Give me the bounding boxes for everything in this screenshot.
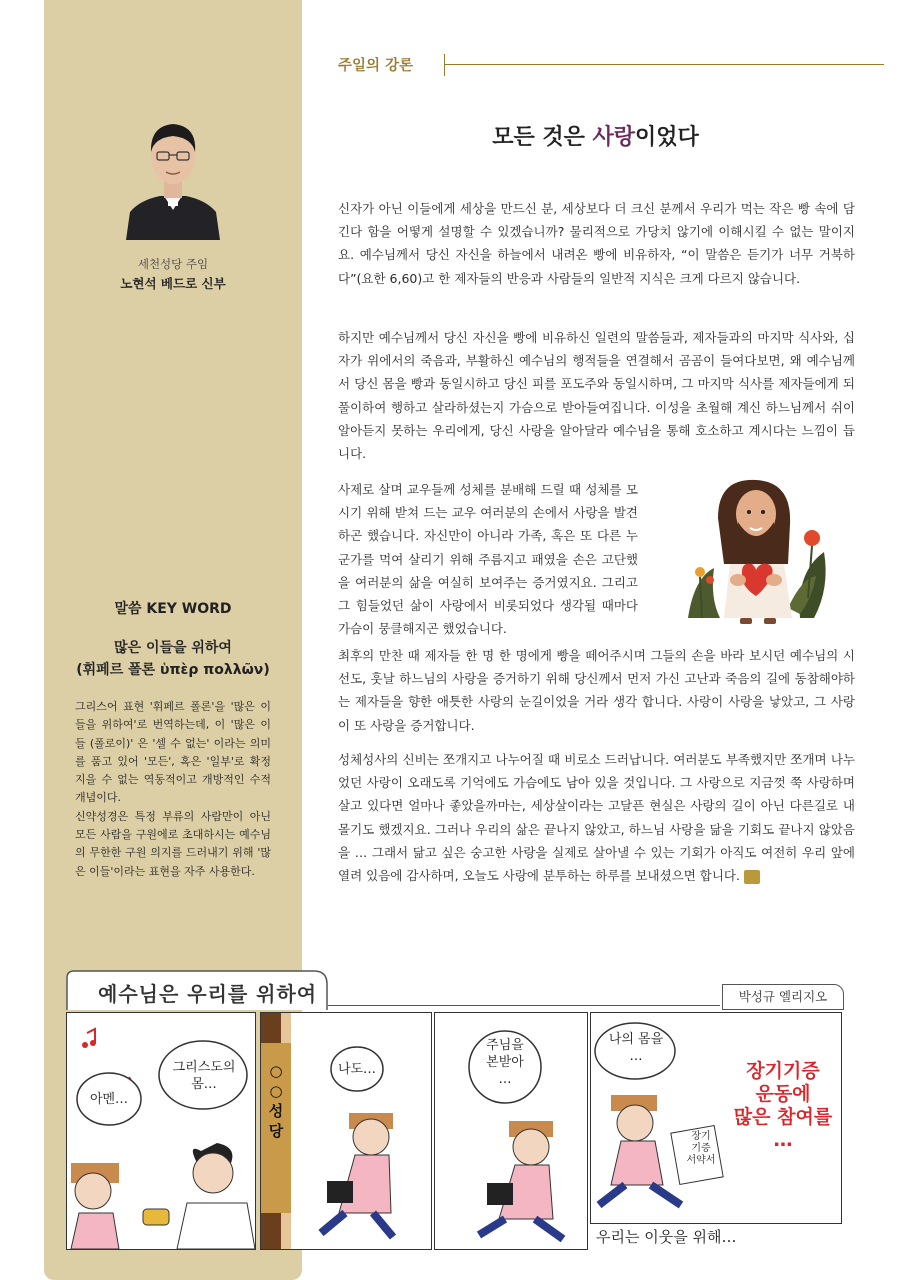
keyword-title (44, 637, 302, 681)
slogan-line-3: 많은 참여를 (733, 1106, 833, 1128)
panel-2-church-sign: ○○성당 (268, 1062, 284, 1140)
panel-4-paper-line-1: 장기 (691, 1131, 711, 1142)
article-paragraph-3: 사제로 살며 교우들께 성체를 분배해 드릴 때 성체를 모시기 위해 받쳐 드는 교우 여러분의 손에서 사랑을 발견하곤 했습니다. 자신만이 아니라 가족, 혹은 또 다른 누군가를 먹여 살리기 위해 주름지고 패였을 손은 고단했을 여러분의 삶을 여실히 보여주는 증거였지요. 그리고 그 힘들었던 삶이 사랑에서 비롯되었다 생각될 때마다 가슴이 뭉클해지곤 했었습니다. (338, 482, 638, 637)
section-divider-vertical (444, 54, 445, 76)
article-paragraph-5-text: 성체성사의 신비는 쪼개지고 나누어질 때 비로소 드러납니다. 여러분도 부족했지만 쪼개며 나누었던 사랑이 오래도록 기억에도 가슴에도 남아 있을 것입니다. 그 사랑으로 지금껏 쭉 사랑하며 살고 있다면 얼마나 좋았을까마는, 세상살이라는 고달픈 현실은 사랑의 길이 아닌 다른길로 내몰기도 했겠지요. 그러나 우리의 삶은 끝나지 않았고, 하느님 사랑을 닮을 기회도 끝나지 않았음을 … 그래서 닮고 싶은 숭고한 사랑을 실제로 살아낼 수 있는 기회가 아직도 여전히 우리 앞에 열려 있음에 감사하며, 오늘도 사랑에 분투하는 하루를 보내셨으면 합니다. (338, 752, 855, 884)
article-paragraph-4: 최후의 만찬 때 제자들 한 명 한 명에게 빵을 떼어주시며 그들의 손을 바라 보시던 예수님의 시선도, 훗날 하느님의 사랑을 증거하기 위해 당신께서 먼저 가신 고난과 죽음의 길에 동참해야하는 제자들을 향한 애틋한 사랑의 눈길이었을 거라 생각 합니다. 사랑이 사랑을 낳았고, 그 사랑이 또 사랑을 증거합니다. (338, 648, 855, 733)
article-paragraph-5 (338, 748, 855, 887)
article-paragraph-2: 하지만 예수님께서 당신 자신을 빵에 비유하신 일련의 말씀들과, 제자들과의 마지막 식사와, 십자가 위에서의 죽음과, 부활하신 예수님의 행적들을 연결해서 곰곰이 들여다보면, 왜 예수님께서 당신 몸을 빵과 동일시하고 당신 피를 포도주와 동일시하며, 그 마지막 식사를 제자들에게 되풀이하여 행하고 살라하셨는지 가슴으로 받아들여집니다. 이성을 초월해 계신 하느님께서 쉬이 알아듣지 못하는 우리에게, 당신 사랑을 알아달라 예수님을 통해 호소하고 계시다는 느낌이 듭니다. (338, 330, 855, 462)
comic-title: 예수님은 우리를 위하여 (98, 982, 318, 1006)
article-paragraph-1: 신자가 아닌 이들에게 세상을 만드신 분, 세상보다 더 크신 분께서 우리가 먹는 작은 빵 속에 담긴다 함을 어떻게 설명할 수 있겠습니까? 물리적으로 가당치 않기에 이해시킬 수 없는 말이지요. 예수님께서 당신 자신을 하늘에서 내려온 빵에 비유하자, “이 말씀은 듣기가 너무 거북하다”(요한 6,60)고 한 제자들의 반응과 사람들의 일반적 지식은 크게 다르지 않습니다. (338, 201, 855, 286)
keyword-body-paragraph-2: 신약성경은 특정 부류의 사람만이 아닌 모든 사람을 구원에로 초대하시는 예수님의 무한한 구원 의지를 드러내기 위해 '많은 이들'이라는 표현을 자주 사용한다. (75, 809, 271, 878)
title-part-1: 모든 것은 (492, 125, 593, 150)
keyword-title-line2: (휘페르 폴론 ὑπὲρ πολλῶν) (76, 662, 270, 678)
keyword-body (75, 698, 271, 881)
panel-1-bubble-right-line-1: 그리스도의 (172, 1060, 236, 1075)
slogan-line-2: 운동에 (755, 1083, 811, 1105)
slogan-line-1: 장기기증 (746, 1060, 820, 1082)
title-highlight: 사랑 (592, 125, 636, 150)
panel-4-paper-line-3: 서약서 (686, 1155, 716, 1166)
panel-3-bubble (475, 1037, 535, 1088)
panel-4-paper-line-2: 기증 (691, 1143, 711, 1154)
panel-1-bubble-right-line-2: 몸… (191, 1077, 217, 1092)
comic-panel-1 (66, 1012, 256, 1250)
title-part-2: 이었다 (635, 125, 699, 150)
panel-4-pledge-paper (681, 1131, 721, 1167)
panel-1-drawing (67, 1013, 255, 1249)
panel-4-bubble-line-2: … (629, 1049, 643, 1064)
panel-4-bubble (601, 1031, 671, 1065)
comic-frame-line (328, 1005, 720, 1006)
organ-donation-slogan (728, 1060, 838, 1152)
panel-2-bubble: 나도… (337, 1062, 377, 1077)
panel-4-bubble-line-1: 나의 몸을 (608, 1032, 664, 1047)
slogan-line-4: … (773, 1129, 793, 1151)
author-portrait (120, 108, 226, 240)
panel-3-bubble-line-2: 본받아 (486, 1055, 524, 1070)
author-name: 노현석 베드로 신부 (120, 276, 226, 291)
comic-panel-3 (434, 1012, 588, 1250)
section-label: 주일의 강론 (338, 58, 414, 74)
comic-panel-2 (260, 1012, 432, 1250)
end-mark-icon (744, 870, 760, 884)
panel-3-bubble-line-3: … (498, 1072, 512, 1087)
keyword-heading: 말씀 KEY WORD (114, 601, 232, 617)
section-divider-horizontal (444, 64, 884, 65)
panel-3-bubble-line-1: 주님을 (486, 1038, 524, 1053)
comic-author: 박성규 엘리지오 (722, 984, 844, 1010)
comic-caption: 우리는 이웃을 위해… (596, 1228, 737, 1246)
keyword-body-paragraph-1: 그리스어 표현 '휘페르 폴론'을 '많은 이들을 위하여'로 번역하는데, 이 '많은 이들 (폴로이)' 은 '셀 수 없는' 이라는 의미를 품고 있어 '모든', 혹은 '일부'로 확정 지을 수 없는 역동적이고 개방적인 수적 개념이다. (75, 700, 271, 805)
panel-1-bubble-right (165, 1059, 243, 1093)
jesus-heart-illustration (684, 468, 832, 628)
article-title (338, 120, 853, 151)
author-affiliation: 세천성당 주임 (137, 257, 209, 271)
keyword-title-line1: 많은 이들을 위하여 (114, 640, 232, 656)
panel-1-bubble-left: 아멘… (89, 1092, 129, 1107)
